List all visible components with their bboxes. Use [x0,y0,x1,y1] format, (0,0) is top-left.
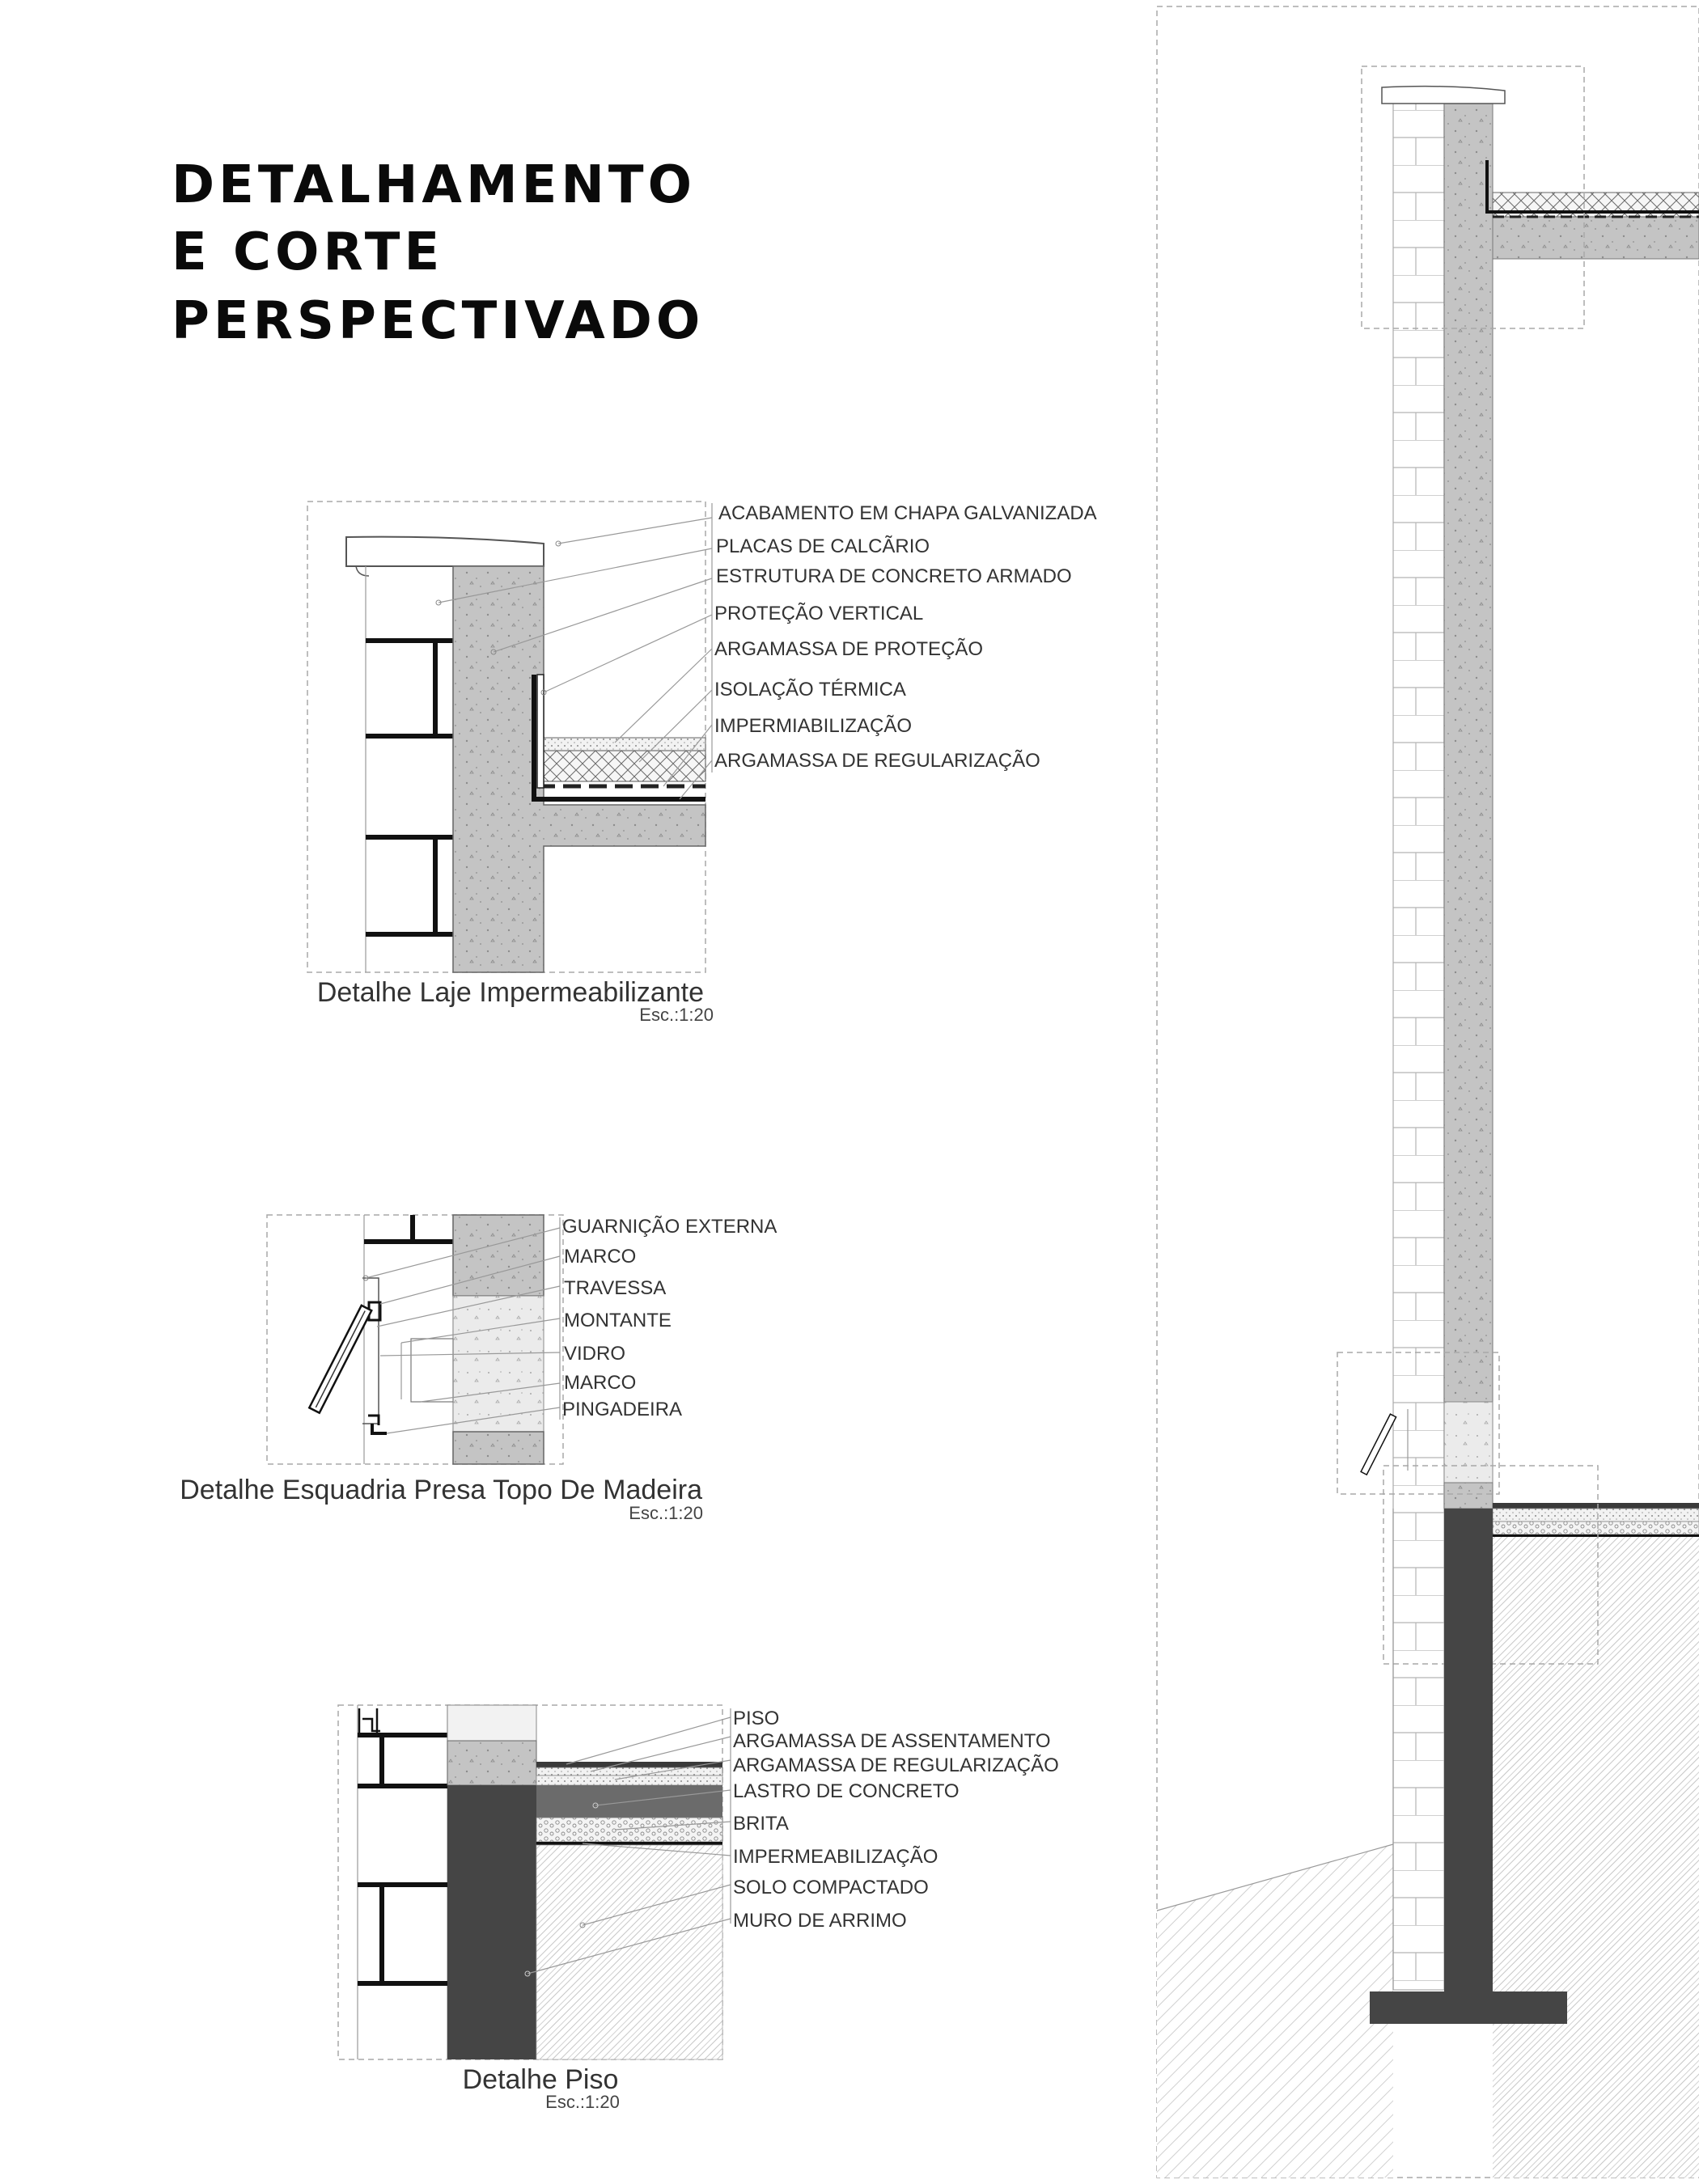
brick-wall [366,566,453,972]
section-soil [1493,1537,1699,2178]
label-impermiabilizacao: IMPERMIABILIZAÇÃO [714,715,913,737]
thermal-insulation [544,751,705,781]
detail-esquadria-scale: Esc.:1:20 [629,1503,703,1523]
section-window-sash [1361,1414,1396,1475]
label-protecao-vertical: PROTEÇÃO VERTICAL [714,603,924,624]
detail-piso-labels [733,1708,1059,1932]
section-footing [1370,1991,1567,2024]
section-roof-slab [1493,217,1699,259]
setting-mortar [536,1767,722,1776]
label-impermeabilizacao-piso: IMPERMEABILIZAÇÃO [733,1846,938,1868]
section-concrete-column [1444,95,1493,1402]
retaining-wall [447,1785,536,2059]
protection-mortar [544,738,705,751]
label-vidro: VIDRO [564,1343,626,1365]
wall-section-perspective [1157,6,1699,2178]
window-sill-block [411,1339,453,1402]
label-regularizacao-piso: ARGAMASSA DE REGULARIZAÇÃO [733,1754,1059,1776]
coping-sheet [346,537,544,566]
label-montante: MONTANTE [564,1310,672,1331]
detail-piso [338,1705,1059,2112]
label-guarnicao: GUARNIÇÃO EXTERNA [562,1216,777,1238]
label-piso: PISO [733,1708,780,1729]
label-muro: MURO DE ARRIMO [733,1910,907,1932]
floor-waterproofing [536,1842,722,1845]
page-title [172,155,704,351]
window-sash [309,1306,371,1413]
section-retaining-wall [1444,1509,1493,1994]
label-marco-2: MARCO [564,1372,637,1394]
detail-laje-labels [714,502,1097,772]
compacted-soil [536,1845,722,2059]
label-estrutura: ESTRUTURA DE CONCRETO ARMADO [716,565,1072,587]
detail-piso-caption: Detalhe Piso [462,2064,619,2095]
section-floor [1493,1503,1699,1509]
detail-laje-scale: Esc.:1:20 [639,1005,714,1025]
label-isolacao: ISOLAÇÃO TÉRMICA [714,679,906,700]
gravel-layer [536,1818,722,1842]
section-brick-wall [1393,95,1444,1990]
label-solo: SOLO COMPACTADO [733,1877,929,1898]
label-acabamento: ACABAMENTO EM CHAPA GALVANIZADA [718,502,1097,524]
label-regularizacao: ARGAMASSA DE REGULARIZAÇÃO [714,750,1040,772]
detail-laje-caption: Detalhe Laje Impermeabilizante [316,977,704,1008]
lintel-beam [453,1215,544,1296]
label-placas: PLACAS DE CALCÃRIO [716,535,930,557]
detail-piso-scale: Esc.:1:20 [545,2092,620,2112]
title-line-2: E CORTE [172,222,444,282]
title-line-1: DETALHAMENTO [172,155,696,215]
label-pingadeira: PINGADEIRA [562,1399,683,1420]
window-frame [362,1278,379,1424]
label-marco-1: MARCO [564,1246,637,1268]
label-argamassa-protecao: ARGAMASSA DE PROTEÇÃO [714,638,984,660]
title-line-3: PERSPECTIVADO [172,291,705,351]
vertical-protection [537,675,544,788]
detail-esquadria [180,1215,777,1523]
label-lastro: LASTRO DE CONCRETO [733,1780,960,1802]
detail-laje [307,502,1097,1025]
terrain [1157,1844,1393,2178]
label-brita: BRITA [733,1813,789,1835]
label-assentamento: ARGAMASSA DE ASSENTAMENTO [733,1730,1051,1752]
detail-esquadria-labels [562,1216,777,1420]
detail-esquadria-caption: Detalhe Esquadria Presa Topo De Madeira [180,1475,702,1505]
wall-infill [453,1296,544,1432]
label-travessa: TRAVESSA [564,1277,667,1299]
